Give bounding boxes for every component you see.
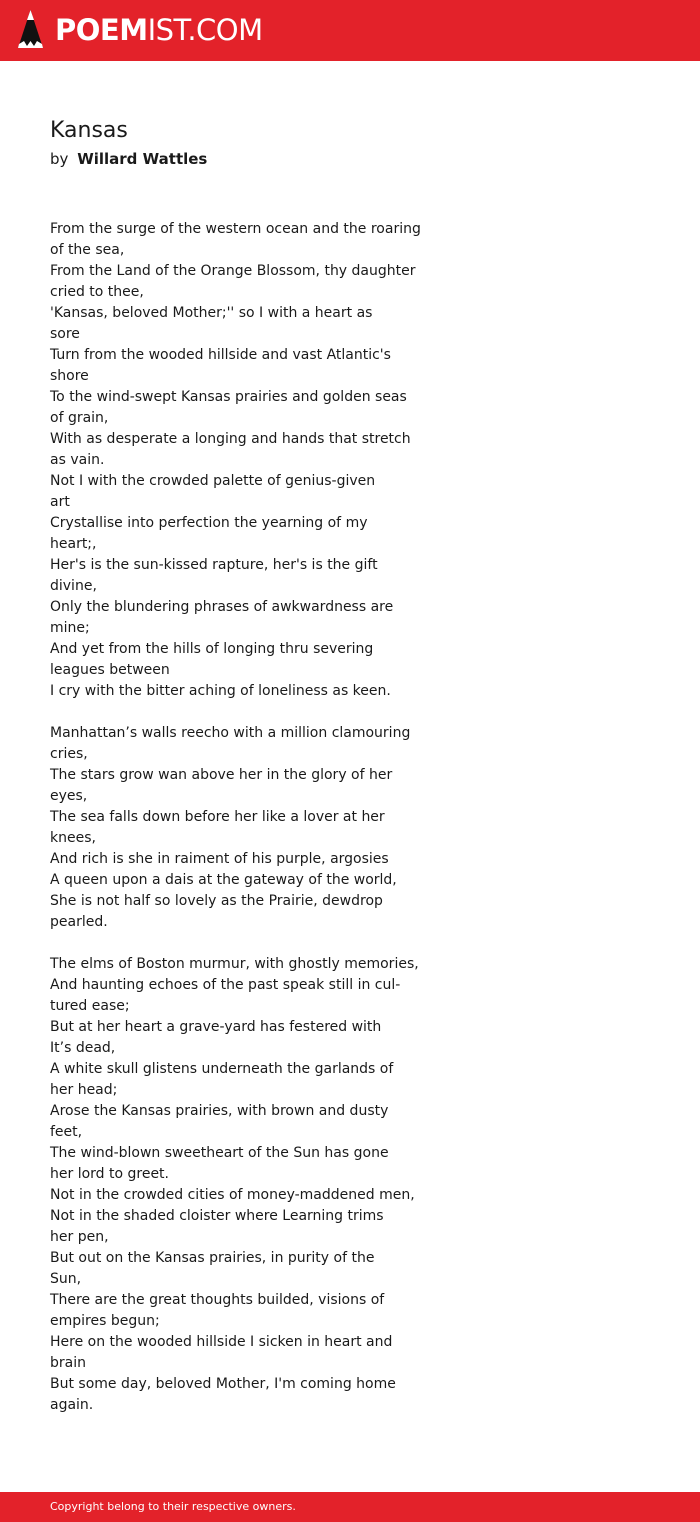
poem-line: With as desperate a longing and hands that stretch	[50, 431, 411, 447]
site-logo-link[interactable]	[16, 8, 263, 52]
poem-line: The wind-blown sweetheart of the Sun has gone	[50, 1145, 389, 1161]
poem-line: as vain.	[50, 452, 105, 468]
poem-line: Her's is the sun-kissed rapture, her's is the gift	[50, 557, 378, 573]
poem-line: But some day, beloved Mother, I'm coming home	[50, 1376, 396, 1392]
poem-line: 'Kansas, beloved Mother;'' so I with a heart as	[50, 305, 373, 321]
logo-text-light: IST.COM	[147, 13, 263, 47]
poem-line: A queen upon a dais at the gateway of the world,	[50, 872, 397, 888]
poem-line: mine;	[50, 620, 90, 636]
poem-line: again.	[50, 1397, 94, 1413]
poem-line: The elms of Boston murmur, with ghostly memories,	[50, 956, 419, 972]
poem-line: cries,	[50, 746, 88, 762]
poem-line: feet,	[50, 1124, 83, 1140]
poem-line: It’s dead,	[50, 1040, 116, 1056]
poem-line: her head;	[50, 1082, 118, 1098]
poem-stanza	[50, 723, 430, 933]
author-link[interactable]: Willard Wattles	[77, 150, 208, 168]
pencil-logo-icon	[16, 8, 45, 52]
poem-line: Here on the wooded hillside I sicken in heart and	[50, 1334, 393, 1350]
poem-line: art	[50, 494, 70, 510]
poem-line: There are the great thoughts builded, visions of	[50, 1292, 385, 1308]
poem-line: The sea falls down before her like a lover at her	[50, 809, 385, 825]
poem-line: Not in the shaded cloister where Learning trims	[50, 1208, 384, 1224]
poem-line: shore	[50, 368, 89, 384]
poem-body	[50, 219, 430, 1437]
poem-line: Crystallise into perfection the yearning of my	[50, 515, 368, 531]
poem-line: tured ease;	[50, 998, 130, 1014]
copyright-text: Copyright belong to their respective owners.	[50, 1500, 296, 1513]
poem-line: cried to thee,	[50, 284, 144, 300]
poem-line: Sun,	[50, 1271, 82, 1287]
poem-line: From the Land of the Orange Blossom, thy daughter	[50, 263, 416, 279]
by-label: by	[50, 150, 69, 168]
poem-line: pearled.	[50, 914, 108, 930]
poem-stanza	[50, 219, 430, 702]
poem-line: Turn from the wooded hillside and vast Atlantic's	[50, 347, 391, 363]
poem-line: And yet from the hills of longing thru severing	[50, 641, 374, 657]
site-logo-text	[55, 8, 263, 52]
poem-line: eyes,	[50, 788, 88, 804]
poem-title: Kansas	[50, 118, 128, 143]
poem-line: Manhattan’s walls reecho with a million clamouring	[50, 725, 411, 741]
poem-line: divine,	[50, 578, 97, 594]
poem-line: empires begun;	[50, 1313, 160, 1329]
site-footer	[0, 1492, 700, 1522]
poem-line: To the wind-swept Kansas prairies and golden seas	[50, 389, 407, 405]
poem-line: Not I with the crowded palette of genius-given	[50, 473, 376, 489]
poem-line: Arose the Kansas prairies, with brown and dusty	[50, 1103, 389, 1119]
poem-line: heart;,	[50, 536, 97, 552]
poem-line: She is not half so lovely as the Prairie, dewdrop	[50, 893, 383, 909]
site-header	[0, 0, 700, 61]
poem-line: The stars grow wan above her in the glory of her	[50, 767, 393, 783]
poem-line: I cry with the bitter aching of loneliness as keen.	[50, 683, 391, 699]
poem-line: brain	[50, 1355, 86, 1371]
poem-line: her lord to greet.	[50, 1166, 169, 1182]
logo-text-bold: POEM	[55, 13, 148, 47]
poem-line: And haunting echoes of the past speak still in cul-	[50, 977, 401, 993]
poem-line: But out on the Kansas prairies, in purity of the	[50, 1250, 375, 1266]
poem-line: A white skull glistens underneath the garlands of	[50, 1061, 394, 1077]
poem-line: From the surge of the western ocean and the roaring	[50, 221, 421, 237]
poem-stanza	[50, 954, 430, 1416]
poem-line: But at her heart a grave-yard has festered with	[50, 1019, 382, 1035]
poem-line: And rich is she in raiment of his purple, argosies	[50, 851, 389, 867]
poem-line: Only the blundering phrases of awkwardness are	[50, 599, 394, 615]
poem-line: of grain,	[50, 410, 109, 426]
poem-line: of the sea,	[50, 242, 125, 258]
poem-line: knees,	[50, 830, 96, 846]
poem-line: her pen,	[50, 1229, 109, 1245]
poem-line: leagues between	[50, 662, 170, 678]
byline	[50, 148, 207, 170]
poem-line: sore	[50, 326, 80, 342]
poem-line: Not in the crowded cities of money-maddened men,	[50, 1187, 415, 1203]
